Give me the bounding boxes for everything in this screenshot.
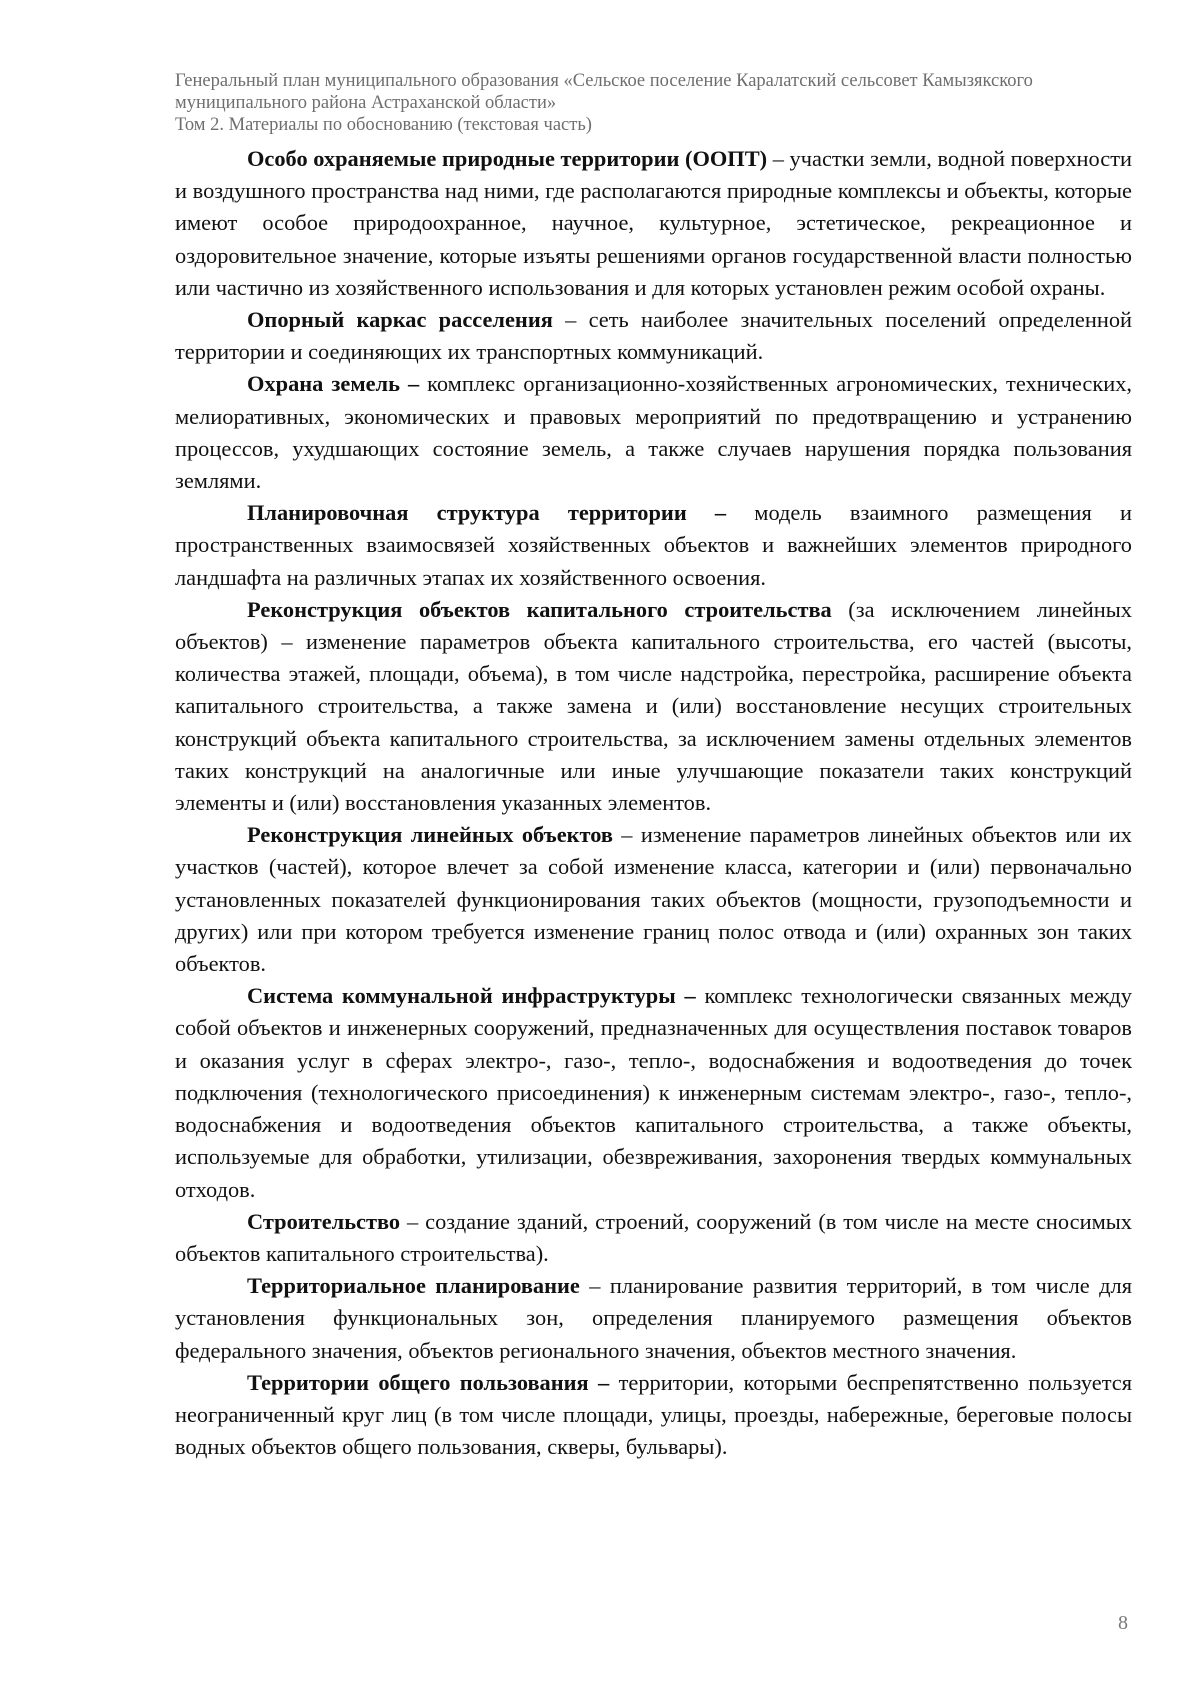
definition-text: – сеть наиболее значительных поселений определенной территории и соединяющих их транспортных коммуникаций. (175, 307, 1132, 365)
definition-term: Система коммунальной инфраструктуры – (247, 983, 696, 1009)
page-number: 8 (1118, 1612, 1128, 1634)
definition-term: Территории общего пользования – (247, 1369, 610, 1395)
header-line-1: Генеральный план муниципального образования «Сельское поселение Каралатский сельсовет Камызякского (175, 71, 1033, 91)
definition-text: (за исключением линейных объектов) – изменение параметров объекта капитального строительства, его частей (высоты, количества этажей, площади, объема), в том числе надстройка, перестройка, расширение объекта капитального строительства, а также замена и (или) восстановление несущих строительных конструкций объекта капитального строительства, за исключением замены отдельных элементов таких конструкций на аналогичные или иные улучшающие показатели таких конструкций элементы и (или) восстановления указанных элементов. (175, 596, 1132, 816)
definition-paragraph (175, 1206, 1132, 1270)
definition-paragraph (175, 1270, 1132, 1367)
definition-term: Опорный каркас расселения (247, 307, 553, 333)
definition-term: Особо охраняемые природные территории (ООПТ) (247, 146, 768, 171)
definition-paragraph (175, 143, 1132, 304)
definition-term: Реконструкция объектов капитального строительства (247, 596, 832, 622)
definition-paragraph (175, 304, 1132, 368)
page-header (175, 70, 1135, 136)
definition-text: комплекс технологически связанных между собой объектов и инженерных сооружений, предназначенных для осуществления поставок товаров и оказания услуг в сферах электро-, газо-, тепло-, водоснабжения и водоотведения до точек подключения (технологического присоединения) к инженерным системам электро-, газо-, тепло-, водоснабжения и водоотведения объектов капитального строительства, а также объекты, используемые для обработки, утилизации, обезвреживания, захоронения твердых коммунальных отходов. (175, 983, 1133, 1202)
definition-term: Территориальное планирование (247, 1273, 580, 1299)
definition-paragraph (175, 497, 1132, 594)
definition-paragraph (175, 1367, 1132, 1464)
definition-paragraph (175, 819, 1132, 980)
definition-text: – участки земли, водной поверхности и воздушного пространства над ними, где располагаются природные комплексы и объекты, которые имеют особое природоохранное, научное, культурное, эстетическое, рекреационное и оздоровительное значение, которые изъяты решениями органов государственной власти полностью или частично из хозяйственного использования и для которых установлен режим особой охраны. (175, 146, 1132, 300)
header-line-2: муниципального района Астраханской области» (175, 93, 557, 113)
definition-text: комплекс организационно-хозяйственных агрономических, технических, мелиоративных, экономических и правовых мероприятий по предотвращению и устранению процессов, ухудшающих состояние земель, а также случаев нарушения порядка пользования землями. (175, 371, 1132, 494)
definition-term: Строительство (247, 1208, 401, 1234)
definition-text: – изменение параметров линейных объектов или их участков (частей), которое влечет за собой изменение класса, категории и (или) первоначально установленных показателей функционирования таких объектов (мощности, грузоподъемности и других) или при котором требуется изменение границ полос отвода и (или) охранных зон таких объектов. (175, 822, 1132, 977)
definition-text: – создание зданий, строений, сооружений (в том числе на месте сносимых объектов капитального строительства). (175, 1208, 1132, 1266)
definition-paragraph (175, 594, 1132, 819)
header-line-3: Том 2. Материалы по обоснованию (текстовая часть) (175, 115, 592, 135)
definition-term: Планировочная структура территории – (247, 500, 727, 526)
definition-term: Реконструкция линейных объектов (247, 822, 613, 848)
definition-text: территории, которыми беспрепятственно пользуется неограниченный круг лиц (в том числе площади, улицы, проезды, набережные, береговые полосы водных объектов общего пользования, скверы, бульвары). (175, 1369, 1132, 1460)
definition-term: Охрана земель – (247, 371, 420, 397)
definition-text: – планирование развития территорий, в том числе для установления функциональных зон, определения планируемого размещения объектов федерального значения, объектов регионального значения, объектов местного значения. (175, 1273, 1132, 1363)
document-body (175, 143, 1132, 1463)
definition-paragraph (175, 368, 1132, 497)
definition-text: модель взаимного размещения и пространственных взаимосвязей хозяйственных объектов и важнейших элементов природного ландшафта на различных этапах их хозяйственного освоения. (175, 500, 1132, 590)
definition-paragraph (175, 980, 1132, 1205)
